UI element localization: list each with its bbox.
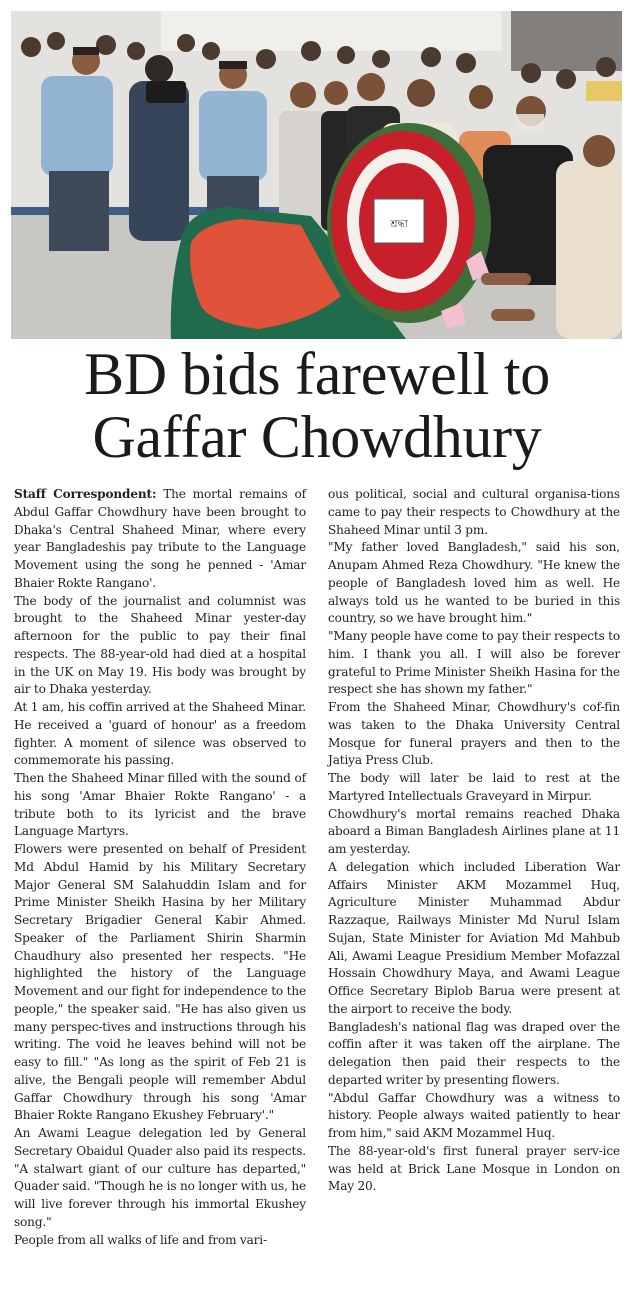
paragraph: An Awami League delegation led by General Secretary Obaidul Quader also paid its respects. "A stalwart giant of our culture has departed," Quader said. "Though he is no longer with us, he will live forever through his immortal Ekushey song." xyxy=(14,1126,306,1229)
paragraph: "Abdul Gaffar Chowdhury was a witness to history. People always waited patiently to hear from him," said AKM Mozammel Huq. xyxy=(328,1090,620,1140)
officer-left xyxy=(41,47,113,251)
paragraph-text: The mortal remains of Abdul Gaffar Chowdhury have been brought to Dhaka's Central Shaheed Minar, where every year Bangladeshis pay tribute to the Language Movement using the song he penned - 'Amar Bhaier Rokte Rangano'. xyxy=(14,487,306,590)
photographer xyxy=(129,55,189,241)
paragraph: The body will later be laid to rest at the Martyred Intellectuals Graveyard in Mirpur. xyxy=(328,771,620,803)
paragraph: "Many people have come to pay their respects to him. I thank you all. I will also be forever grateful to Prime Minister Sheikh Hasina for the respect she has shown my father." xyxy=(328,629,620,697)
paragraph: The body of the journalist and columnist was brought to the Shaheed Minar yester-day afternoon for the public to pay their final respects. The 88-year-old had died at a hospital in the UK on May 19. His body was brought by air to Dhaka yesterday. xyxy=(14,593,306,697)
paragraph: People from all walks of life and from vari- xyxy=(14,1232,267,1247)
photo-image-icon xyxy=(11,11,622,339)
paragraph: ous political, social and cultural organisa-tions came to pay their respects to Chowdhury at the Shaheed Minar until 3 pm. xyxy=(328,487,620,537)
headline-line-1: BD bids farewell to xyxy=(84,341,550,407)
paragraph: Then the Shaheed Minar filled with the sound of his song 'Amar Bhaier Rokte Rangano' - a tribute both to its lyricist and the brave Language Martyrs. xyxy=(14,771,306,839)
article-column-1 xyxy=(14,486,306,1249)
paragraph: "My father loved Bangladesh," said his son, Anupam Ahmed Reza Chowdhury. "He knew the people of Bangladesh loved him as well. He always told us he wanted to be buried in this country, so we have brought him." xyxy=(328,540,620,626)
paragraph: At 1 am, his coffin arrived at the Shaheed Minar. He received a 'guard of honour' as a freedom fighter. A moment of silence was observed to commemorate his passing. xyxy=(14,700,306,768)
article-column-2 xyxy=(328,486,620,1196)
hand xyxy=(481,273,531,285)
paragraph: Chowdhury's mortal remains reached Dhaka aboard a Biman Bangladesh Airlines plane at 11 am yesterday. xyxy=(328,806,620,856)
headline xyxy=(0,343,634,469)
byline: Staff Correspondent: xyxy=(14,487,157,501)
paragraph: A delegation which included Liberation War Affairs Minister AKM Mozammel Huq, Agriculture Minister Muhammad Abdur Razzaque, Railways Minister Md Nurul Islam Sujan, State Minister for Aviation Md Mahbub Ali, Awami League Presidium Member Mofazzal Hossain Chowdhury Maya, and Awami League Office Secretary Biplob Barua were present at the airport to receive the body. xyxy=(328,859,620,1016)
paragraph xyxy=(14,486,306,593)
paragraph: The 88-year-old's first funeral prayer serv-ice was held at Brick Lane Mosque in London on May 20. xyxy=(328,1143,620,1194)
wreath-card-text: শ্রদ্ধা xyxy=(390,219,408,230)
paragraph: From the Shaheed Minar, Chowdhury's cof-fin was taken to the Dhaka University Central Mosque for funeral prayers and then to the Jatiya Press Club. xyxy=(328,700,620,768)
paragraph: Bangladesh's national flag was draped over the coffin after it was taken off the airplane. The delegation then paid their respects to the departed writer by presenting flowers. xyxy=(328,1019,620,1087)
paragraph: Flowers were presented on behalf of President Md Abdul Hamid by his Military Secretary Major General SM Salahuddin Islam and for Prime Minister Sheikh Hasina by her Military Secretary Brigadier General Kabir Ahmed. Speaker of the Parliament Shirin Sharmin Chaudhury also presented her respects. "He highlighted the history of the Language Movement and our fight for independence to the people," the speaker said. "He has also given us many perspec-tives and instructions through his writing. The void he leaves behind will not be easy to fill." "As long as the spirit of Feb 21 is alive, the Bengali people will remember Abdul Gaffar Chowdhury through his song 'Amar Bhaier Rokte Rangano Ekushey February'." xyxy=(14,842,306,1123)
hand xyxy=(491,309,535,321)
headline-line-2: Gaffar Chowdhury xyxy=(92,404,542,470)
news-photo xyxy=(11,11,622,339)
